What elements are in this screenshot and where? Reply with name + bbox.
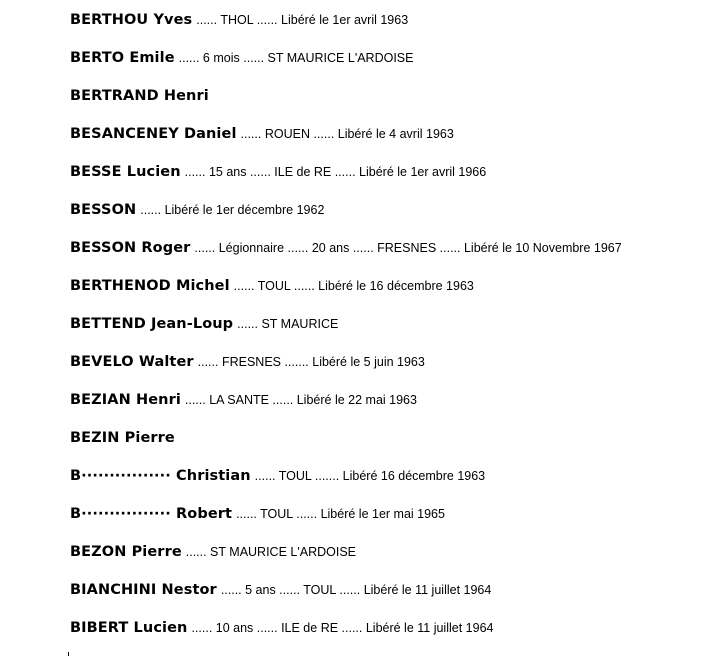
person-details: ...... 6 mois ...... ST MAURICE L'ARDOISE <box>178 51 414 65</box>
person-name: BEVELO Walter <box>70 354 194 370</box>
list-item <box>70 618 700 656</box>
list-item <box>70 428 700 466</box>
list-item <box>70 390 700 428</box>
person-name: BERTHENOD Michel <box>70 278 230 294</box>
person-name: BESSE Lucien <box>70 164 181 180</box>
person-name: BERTRAND Henri <box>70 88 209 104</box>
list-item <box>70 504 700 542</box>
list-item <box>70 48 700 86</box>
person-name: BEZON Pierre <box>70 544 182 560</box>
list-item <box>70 238 700 276</box>
person-details: ...... TOUL ...... Libéré le 1er mai 1965 <box>236 507 445 521</box>
document-body <box>70 10 700 656</box>
person-name: B················ Robert <box>70 506 233 522</box>
person-name: BESANCENEY Daniel <box>70 126 237 142</box>
person-details: ...... 15 ans ...... ILE de RE ...... Libéré le 1er avril 1966 <box>184 165 487 179</box>
person-name: BESSON Roger <box>70 240 191 256</box>
person-name: BIBERT Lucien <box>70 620 188 636</box>
list-item <box>70 124 700 162</box>
person-name: BEZIN Pierre <box>70 430 175 446</box>
person-details: ...... LA SANTE ...... Libéré le 22 mai 1963 <box>184 393 417 407</box>
person-details: ...... ROUEN ...... Libéré le 4 avril 1963 <box>240 127 454 141</box>
list-item <box>70 580 700 618</box>
list-item <box>70 200 700 238</box>
person-details: ...... 10 ans ...... ILE de RE ...... Libéré le 11 juillet 1964 <box>191 621 494 635</box>
person-details: ...... FRESNES ....... Libéré le 5 juin 1963 <box>197 355 425 369</box>
person-details: ...... ST MAURICE L'ARDOISE <box>185 545 356 559</box>
person-details: ...... Légionnaire ...... 20 ans ...... FRESNES ...... Libéré le 10 Novembre 1967 <box>194 241 622 255</box>
list-item <box>70 466 700 504</box>
person-name: BEZIAN Henri <box>70 392 181 408</box>
person-details: ...... TOUL ....... Libéré 16 décembre 1963 <box>254 469 486 483</box>
person-details: ...... THOL ...... Libéré le 1er avril 1963 <box>196 13 409 27</box>
list-item <box>70 86 700 124</box>
person-details: ...... ST MAURICE <box>237 317 339 331</box>
list-item <box>70 10 700 48</box>
list-item <box>70 162 700 200</box>
list-item <box>70 352 700 390</box>
person-name: BESSON <box>70 202 137 218</box>
person-details: ...... 5 ans ...... TOUL ...... Libéré le 11 juillet 1964 <box>220 583 492 597</box>
person-details: ...... TOUL ...... Libéré le 16 décembre 1963 <box>233 279 474 293</box>
person-name: BETTEND Jean-Loup <box>70 316 234 332</box>
person-details: ...... Libéré le 1er décembre 1962 <box>140 203 325 217</box>
person-name: BERTO Emile <box>70 50 175 66</box>
person-name: BIANCHINI Nestor <box>70 582 217 598</box>
list-item <box>70 276 700 314</box>
person-name: BERTHOU Yves <box>70 12 193 28</box>
person-name: B················ Christian <box>70 468 251 484</box>
list-item <box>70 314 700 352</box>
text-cursor-mark <box>68 652 69 656</box>
list-item <box>70 542 700 580</box>
